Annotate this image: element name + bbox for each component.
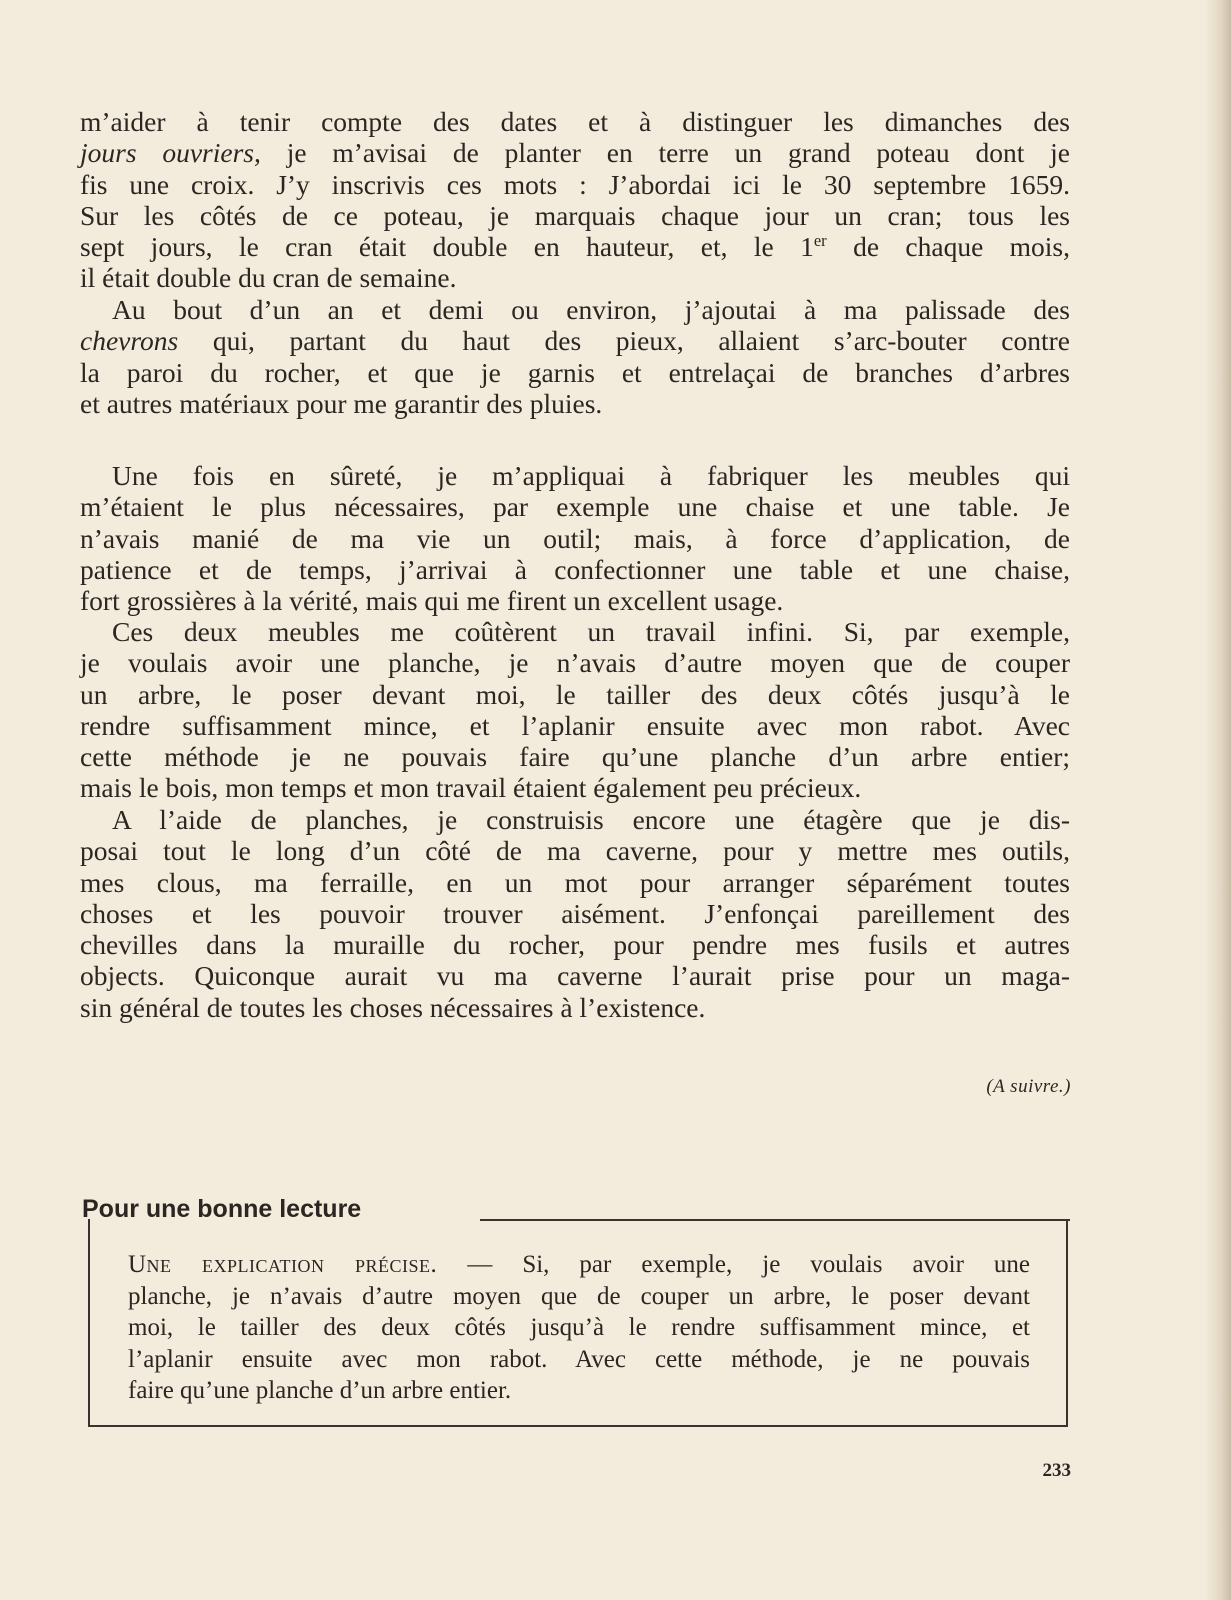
text-line: chevilles dans la muraille du rocher, pour pendre mes fusils et autres [80, 929, 1070, 961]
text-line [80, 231, 1070, 262]
text-line: cette méthode je ne pouvais faire qu’une planche d’un arbre entier; [80, 741, 1070, 773]
ordinal-number: 1 [800, 231, 814, 263]
page-edge-shadow [1205, 0, 1231, 1600]
paragraph-2 [80, 294, 1070, 419]
text-line: et autres matériaux pour me garantir des pluies. [80, 387, 603, 419]
text-line: Au bout d’un an et demi ou environ, j’ajoutai à ma palissade des [112, 294, 1070, 325]
text-line: faire qu’une planche d’un arbre entier. [128, 1377, 512, 1404]
text-line: mes clous, ma ferraille, en un mot pour arranger séparément toutes [80, 866, 1070, 898]
text-fragment: de chaque mois, [826, 231, 1071, 263]
ordinal-suffix: er [813, 231, 827, 251]
text-line: Ces deux meubles me coûtèrent un travail infini. Si, par exemple, [112, 616, 1070, 647]
text-line: posai tout le long d’un côté de ma caverne, pour y mettre mes outils, [80, 835, 1070, 867]
text-fragment: sept jours, le cran était double en hauteur, et, le [80, 231, 774, 263]
text-line: rendre suffisamment mince, et l’aplanir ensuite avec mon rabot. Avec [80, 709, 1070, 741]
text-line: il était double du cran de semaine. [80, 262, 457, 294]
text-line [128, 1249, 1030, 1281]
text-line: un arbre, le poser devant moi, le tailler des deux côtés jusqu’à le [80, 678, 1070, 710]
page-number: 233 [1042, 1460, 1071, 1481]
text-line: moi, le tailler des deux côtés jusqu’à le rendre suffisamment mince, et [128, 1314, 1030, 1341]
text-fragment: — Si, par exemple, je voulais avoir une [437, 1251, 1030, 1278]
to-be-continued-note: (A suivre.) [986, 1076, 1071, 1097]
text-line: planche, je n’avais d’autre moyen que de couper un arbre, le poser devant [128, 1282, 1030, 1310]
text-line: n’avais manié de ma vie un outil; mais, à force d’application, de [80, 522, 1070, 554]
text-line: mais le bois, mon temps et mon travail étaient également peu précieux. [80, 772, 862, 804]
text-line [80, 460, 1070, 491]
box-heading: Pour une bonne lecture [82, 1195, 362, 1223]
paragraph-4 [80, 616, 1070, 804]
paragraph-3 [80, 460, 1070, 616]
text-line: m’aider à tenir compte des dates et à distinguer les dimanches des [80, 106, 1070, 137]
box-lead: Une explication précise. [128, 1251, 438, 1278]
text-fragment: je m’avisai de planter en terre un grand poteau dont je [260, 137, 1071, 169]
text-line: Sur les côtés de ce poteau, je marquais chaque jour un cran; tous les [80, 199, 1070, 231]
text-line: choses et les pouvoir trouver aisément. J’enfonçai pareillement des [80, 897, 1070, 929]
paragraph-5 [80, 804, 1070, 1023]
text-fragment: qui, partant du haut des pieux, allaient s’arc-bouter contre [212, 325, 1071, 357]
text-line: m’étaient le plus nécessaires, par exemple une chaise et une table. Je [80, 491, 1070, 523]
text-line: objects. Quiconque aurait vu ma caverne l’aurait prise pour un maga- [80, 960, 1070, 992]
text-line [80, 325, 1070, 356]
text-line: la paroi du rocher, et que je garnis et entrelaçai de branches d’arbres [80, 356, 1070, 388]
paragraph-1 [80, 106, 1070, 294]
text-fragment: Une fois en sûreté, je m’appliquai à fabriquer les meubles qui [112, 460, 1070, 491]
reading-box-text [128, 1249, 1030, 1407]
text-line: je voulais avoir une planche, je n’avais d’autre moyen que de couper [80, 647, 1070, 679]
italic-phrase: jours ouvriers, [80, 137, 261, 169]
text-line: fis une croix. J’y inscrivis ces mots : J’abordai ici le 30 septembre 1659. [80, 168, 1070, 200]
text-line [80, 137, 1070, 168]
text-line: l’aplanir ensuite avec mon rabot. Avec cette méthode, je ne pouvais [128, 1345, 1030, 1373]
italic-phrase: chevrons [80, 325, 179, 357]
text-line: fort grossières à la vérité, mais qui me firent un excellent usage. [80, 585, 784, 617]
text-line: sin général de toutes les choses nécessaires à l’existence. [80, 991, 706, 1023]
text-line: patience et de temps, j’arrivai à confectionner une table et une chaise, [80, 553, 1070, 585]
text-line: A l’aide de planches, je construisis encore une étagère que je dis- [112, 804, 1070, 835]
